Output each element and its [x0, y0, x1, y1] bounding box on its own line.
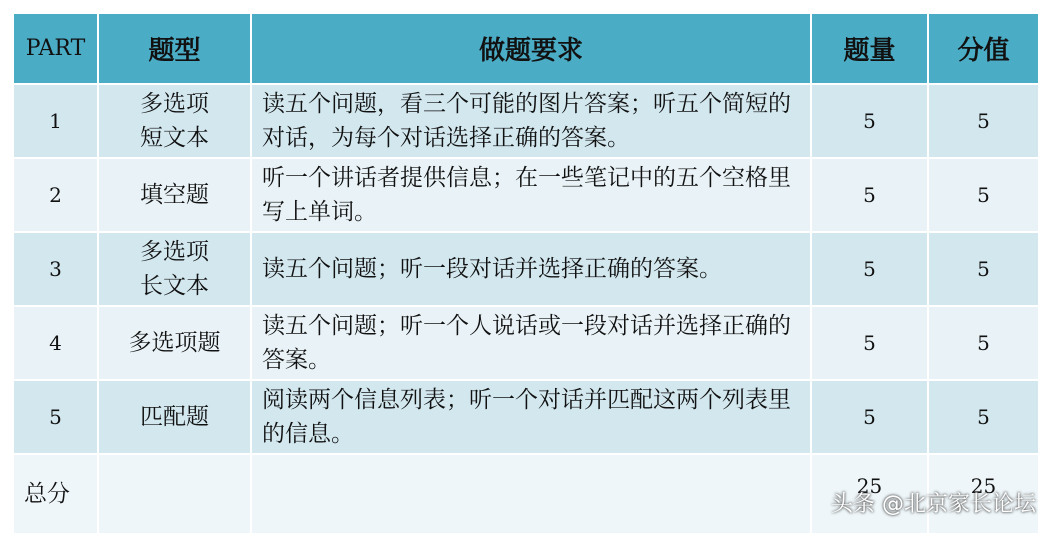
exam-table	[12, 12, 1040, 535]
question-type: 多选项 长文本	[98, 232, 251, 306]
score: 5	[928, 380, 1039, 454]
part-number: 2	[13, 158, 98, 232]
total-label: 总分	[13, 454, 98, 534]
header-type: 题型	[98, 13, 251, 84]
question-count: 5	[811, 232, 928, 306]
header-part: PART	[13, 13, 98, 84]
total-empty-cell	[98, 454, 251, 534]
watermark-text: 头条 @北京家长论坛	[831, 492, 1036, 517]
table-row	[13, 158, 1039, 232]
question-type: 多选项 短文本	[98, 84, 251, 158]
requirement: 读五个问题；听一段对话并选择正确的答案。	[251, 232, 811, 306]
score: 5	[928, 232, 1039, 306]
total-empty-cell	[251, 454, 811, 534]
requirement: 读五个问题，看三个可能的图片答案；听五个简短的对话，为每个对话选择正确的答案。	[251, 84, 811, 158]
requirement: 听一个讲话者提供信息；在一些笔记中的五个空格里写上单词。	[251, 158, 811, 232]
total-points: 25	[928, 454, 1039, 534]
question-type: 填空题	[98, 158, 251, 232]
part-number: 3	[13, 232, 98, 306]
header-requirement: 做题要求	[251, 13, 811, 84]
question-count: 5	[811, 158, 928, 232]
total-quantity: 25	[811, 454, 928, 534]
header-points: 分值	[928, 13, 1039, 84]
part-number: 5	[13, 380, 98, 454]
question-count: 5	[811, 84, 928, 158]
score: 5	[928, 158, 1039, 232]
score: 5	[928, 306, 1039, 380]
table-row	[13, 306, 1039, 380]
question-count: 5	[811, 380, 928, 454]
question-type: 多选项题	[98, 306, 251, 380]
table-row	[13, 84, 1039, 158]
requirement: 阅读两个信息列表；听一个对话并匹配这两个列表里的信息。	[251, 380, 811, 454]
question-count: 5	[811, 306, 928, 380]
requirement: 读五个问题；听一个人说话或一段对话并选择正确的答案。	[251, 306, 811, 380]
watermark	[831, 487, 1036, 518]
table-row	[13, 380, 1039, 454]
header-row	[13, 13, 1039, 84]
question-type: 匹配题	[98, 380, 251, 454]
header-quantity: 题量	[811, 13, 928, 84]
table-row	[13, 232, 1039, 306]
score: 5	[928, 84, 1039, 158]
part-number: 1	[13, 84, 98, 158]
part-number: 4	[13, 306, 98, 380]
